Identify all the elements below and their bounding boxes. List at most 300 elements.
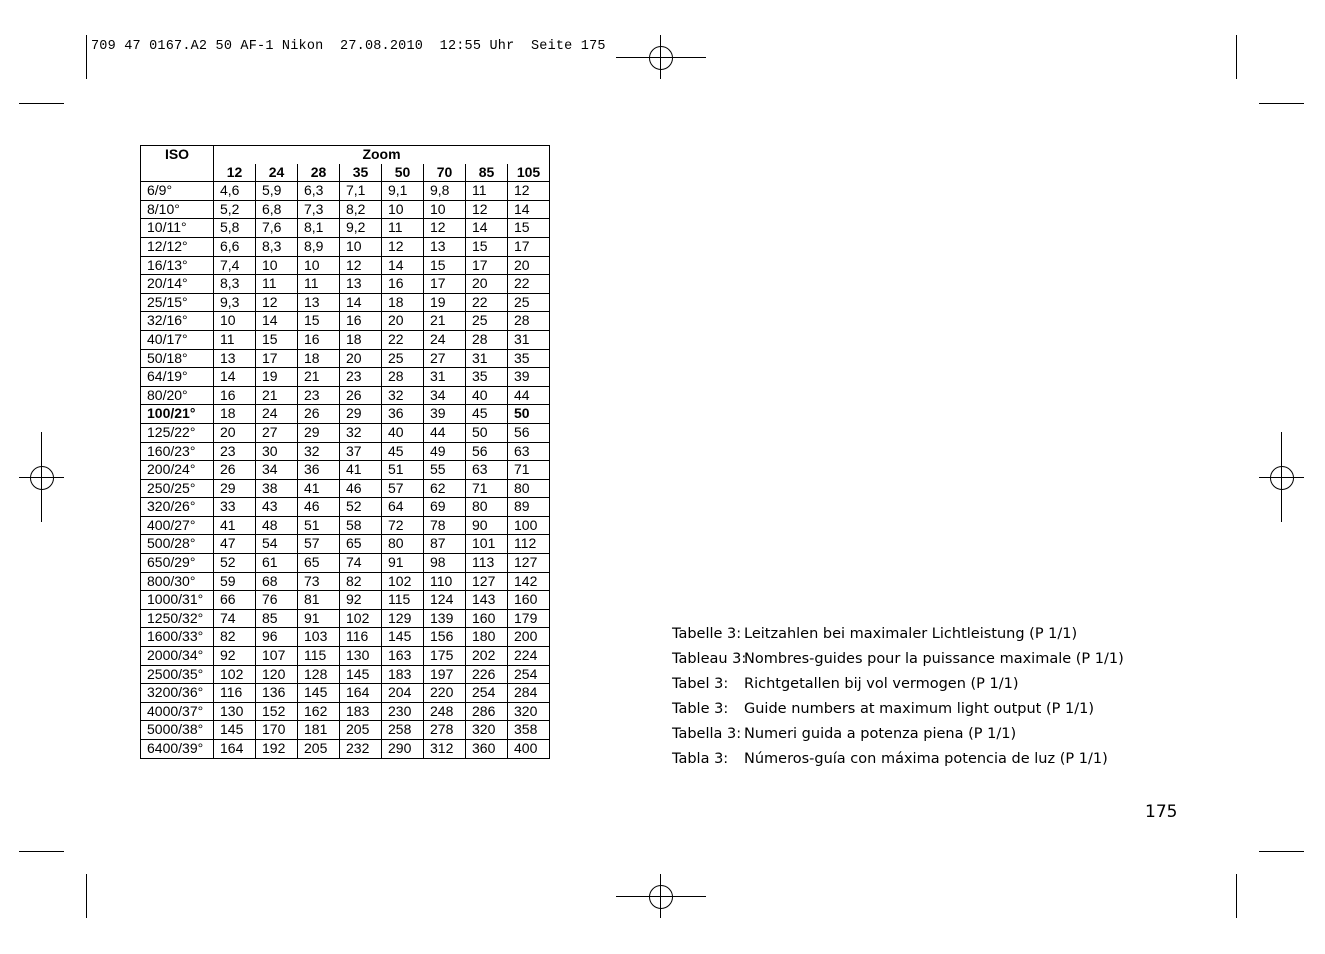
table-row <box>141 535 550 554</box>
table-row <box>141 721 550 740</box>
guide-number-cell: 230 <box>382 702 424 721</box>
guide-number-cell: 34 <box>256 461 298 480</box>
iso-cell: 2500/35° <box>141 665 214 684</box>
guide-number-cell: 26 <box>298 405 340 424</box>
guide-number-cell: 80 <box>382 535 424 554</box>
crop-mark <box>19 851 64 852</box>
guide-number-cell: 36 <box>382 405 424 424</box>
guide-number-cell: 29 <box>214 479 256 498</box>
guide-number-cell: 44 <box>424 423 466 442</box>
iso-cell: 125/22° <box>141 423 214 442</box>
guide-number-cell: 40 <box>382 423 424 442</box>
guide-number-cell: 13 <box>214 349 256 368</box>
guide-number-cell: 163 <box>382 647 424 666</box>
guide-number-cell: 360 <box>466 740 508 759</box>
guide-number-cell: 6,3 <box>298 182 340 201</box>
guide-number-cell: 162 <box>298 702 340 721</box>
table-row <box>141 516 550 535</box>
guide-number-cell: 102 <box>382 572 424 591</box>
guide-number-cell: 17 <box>466 256 508 275</box>
guide-number-cell: 31 <box>424 368 466 387</box>
guide-number-cell: 82 <box>340 572 382 591</box>
guide-number-cell: 52 <box>340 498 382 517</box>
zoom-value-header: 85 <box>466 164 508 182</box>
caption-label: Table 3: <box>672 701 729 717</box>
guide-number-cell: 136 <box>256 684 298 703</box>
guide-number-cell: 183 <box>382 665 424 684</box>
guide-number-cell: 14 <box>214 368 256 387</box>
guide-number-cell: 41 <box>340 461 382 480</box>
guide-number-cell: 31 <box>466 349 508 368</box>
guide-number-cell: 16 <box>382 275 424 294</box>
guide-number-cell: 71 <box>466 479 508 498</box>
guide-number-cell: 232 <box>340 740 382 759</box>
guide-number-cell: 78 <box>424 516 466 535</box>
guide-number-cell: 226 <box>466 665 508 684</box>
guide-number-cell: 11 <box>382 219 424 238</box>
guide-number-cell: 71 <box>508 461 550 480</box>
guide-number-cell: 35 <box>466 368 508 387</box>
guide-number-cell: 68 <box>256 572 298 591</box>
guide-number-cell: 50 <box>508 405 550 424</box>
guide-number-cell: 116 <box>340 628 382 647</box>
guide-number-cell: 224 <box>508 647 550 666</box>
guide-number-cell: 20 <box>382 312 424 331</box>
guide-number-cell: 56 <box>508 423 550 442</box>
guide-number-cell: 20 <box>508 256 550 275</box>
guide-number-cell: 50 <box>466 423 508 442</box>
guide-number-cell: 91 <box>298 609 340 628</box>
iso-cell: 3200/36° <box>141 684 214 703</box>
guide-number-cell: 15 <box>298 312 340 331</box>
guide-number-cell: 284 <box>508 684 550 703</box>
iso-cell: 32/16° <box>141 312 214 331</box>
guide-number-cell: 115 <box>382 591 424 610</box>
guide-number-cell: 204 <box>382 684 424 703</box>
guide-number-cell: 152 <box>256 702 298 721</box>
guide-number-cell: 12 <box>424 219 466 238</box>
guide-number-cell: 358 <box>508 721 550 740</box>
crop-mark <box>1259 851 1304 852</box>
guide-number-cell: 92 <box>214 647 256 666</box>
guide-number-cell: 124 <box>424 591 466 610</box>
guide-number-cell: 55 <box>424 461 466 480</box>
guide-number-cell: 17 <box>256 349 298 368</box>
table-row <box>141 182 550 201</box>
table-row <box>141 405 550 424</box>
guide-number-cell: 22 <box>466 293 508 312</box>
guide-number-cell: 400 <box>508 740 550 759</box>
guide-number-cell: 80 <box>466 498 508 517</box>
zoom-header: Zoom <box>362 146 401 162</box>
table-row <box>141 423 550 442</box>
guide-number-cell: 115 <box>298 647 340 666</box>
guide-number-cell: 107 <box>256 647 298 666</box>
guide-number-cell: 15 <box>508 219 550 238</box>
guide-number-cell: 65 <box>340 535 382 554</box>
guide-number-cell: 320 <box>466 721 508 740</box>
guide-number-cell: 22 <box>508 275 550 294</box>
guide-number-cell: 39 <box>424 405 466 424</box>
table-row <box>141 628 550 647</box>
print-slug: 709 47 0167.A2 50 AF-1 Nikon 27.08.2010 12:55 Uhr Seite 175 <box>91 39 606 54</box>
iso-cell: 5000/38° <box>141 721 214 740</box>
guide-number-cell: 21 <box>256 386 298 405</box>
guide-number-cell: 16 <box>214 386 256 405</box>
zoom-value-header: 105 <box>508 164 550 182</box>
crop-mark <box>86 35 87 79</box>
guide-number-cell: 116 <box>214 684 256 703</box>
guide-number-cell: 11 <box>298 275 340 294</box>
guide-number-cell: 7,6 <box>256 219 298 238</box>
guide-number-cell: 27 <box>424 349 466 368</box>
guide-number-cell: 202 <box>466 647 508 666</box>
guide-number-cell: 47 <box>214 535 256 554</box>
guide-number-cell: 40 <box>466 386 508 405</box>
guide-number-cell: 10 <box>256 256 298 275</box>
guide-number-cell: 66 <box>214 591 256 610</box>
caption-label: Tabelle 3: <box>672 626 742 642</box>
iso-cell: 4000/37° <box>141 702 214 721</box>
guide-number-cell: 192 <box>256 740 298 759</box>
guide-number-cell: 39 <box>508 368 550 387</box>
iso-cell: 20/14° <box>141 275 214 294</box>
guide-number-cell: 81 <box>298 591 340 610</box>
guide-number-cell: 5,9 <box>256 182 298 201</box>
iso-cell: 6400/39° <box>141 740 214 759</box>
zoom-value-header: 24 <box>256 164 298 182</box>
guide-number-cell: 17 <box>424 275 466 294</box>
guide-number-cell: 17 <box>508 237 550 256</box>
iso-cell: 8/10° <box>141 200 214 219</box>
iso-cell: 16/13° <box>141 256 214 275</box>
guide-number-cell: 28 <box>382 368 424 387</box>
table-row <box>141 684 550 703</box>
guide-number-cell: 26 <box>340 386 382 405</box>
guide-number-cell: 56 <box>466 442 508 461</box>
guide-number-cell: 24 <box>424 330 466 349</box>
guide-number-cell: 19 <box>256 368 298 387</box>
guide-number-cell: 25 <box>508 293 550 312</box>
table-captions <box>672 622 1124 772</box>
crop-mark <box>19 103 64 104</box>
page-number: 175 <box>1145 802 1178 822</box>
guide-number-cell: 37 <box>340 442 382 461</box>
table-body <box>141 182 550 758</box>
guide-number-cell: 63 <box>508 442 550 461</box>
guide-number-cell: 15 <box>424 256 466 275</box>
guide-number-cell: 59 <box>214 572 256 591</box>
guide-number-cell: 15 <box>256 330 298 349</box>
table-row <box>141 256 550 275</box>
iso-cell: 250/25° <box>141 479 214 498</box>
guide-number-cell: 64 <box>382 498 424 517</box>
guide-number-table <box>140 145 550 759</box>
guide-number-cell: 19 <box>424 293 466 312</box>
guide-number-cell: 12 <box>382 237 424 256</box>
guide-number-cell: 205 <box>340 721 382 740</box>
zoom-value-header: 12 <box>214 164 256 182</box>
table-row <box>141 442 550 461</box>
guide-number-cell: 65 <box>298 554 340 573</box>
iso-cell: 64/19° <box>141 368 214 387</box>
table-row <box>141 554 550 573</box>
crop-mark <box>1259 103 1304 104</box>
guide-number-cell: 286 <box>466 702 508 721</box>
guide-number-cell: 101 <box>466 535 508 554</box>
guide-number-cell: 14 <box>382 256 424 275</box>
guide-number-cell: 52 <box>214 554 256 573</box>
iso-cell: 80/20° <box>141 386 214 405</box>
guide-number-cell: 278 <box>424 721 466 740</box>
guide-number-cell: 61 <box>256 554 298 573</box>
table-row <box>141 312 550 331</box>
guide-number-cell: 41 <box>214 516 256 535</box>
caption-line <box>672 647 1124 672</box>
guide-number-cell: 23 <box>340 368 382 387</box>
guide-number-cell: 44 <box>508 386 550 405</box>
guide-number-cell: 76 <box>256 591 298 610</box>
zoom-value-header: 28 <box>298 164 340 182</box>
guide-number-cell: 20 <box>466 275 508 294</box>
crop-mark <box>1236 35 1237 79</box>
guide-number-cell: 145 <box>340 665 382 684</box>
iso-cell: 6/9° <box>141 182 214 201</box>
guide-number-cell: 51 <box>298 516 340 535</box>
guide-number-cell: 49 <box>424 442 466 461</box>
guide-number-cell: 80 <box>508 479 550 498</box>
caption-label: Tabella 3: <box>672 726 742 742</box>
guide-number-cell: 18 <box>298 349 340 368</box>
guide-number-cell: 129 <box>382 609 424 628</box>
guide-number-cell: 57 <box>382 479 424 498</box>
guide-number-cell: 63 <box>466 461 508 480</box>
guide-number-cell: 28 <box>466 330 508 349</box>
table-row <box>141 461 550 480</box>
guide-number-cell: 21 <box>298 368 340 387</box>
guide-number-cell: 57 <box>298 535 340 554</box>
table-row <box>141 702 550 721</box>
guide-number-cell: 12 <box>340 256 382 275</box>
guide-number-cell: 11 <box>214 330 256 349</box>
guide-number-cell: 18 <box>382 293 424 312</box>
iso-cell: 320/26° <box>141 498 214 517</box>
caption-line <box>672 697 1124 722</box>
table-row <box>141 349 550 368</box>
guide-number-cell: 290 <box>382 740 424 759</box>
guide-number-cell: 312 <box>424 740 466 759</box>
iso-cell: 400/27° <box>141 516 214 535</box>
table-row <box>141 386 550 405</box>
guide-number-cell: 200 <box>508 628 550 647</box>
caption-line <box>672 722 1124 747</box>
guide-number-cell: 8,3 <box>214 275 256 294</box>
guide-number-cell: 23 <box>298 386 340 405</box>
table-row <box>141 275 550 294</box>
guide-number-cell: 5,2 <box>214 200 256 219</box>
iso-header: ISO <box>141 146 214 182</box>
guide-number-cell: 7,1 <box>340 182 382 201</box>
guide-number-cell: 87 <box>424 535 466 554</box>
guide-number-cell: 164 <box>214 740 256 759</box>
guide-number-cell: 32 <box>298 442 340 461</box>
caption-text: Números-guía con máxima potencia de luz (P 1/1) <box>744 751 1108 767</box>
guide-number-cell: 22 <box>382 330 424 349</box>
guide-number-cell: 120 <box>256 665 298 684</box>
guide-number-cell: 32 <box>382 386 424 405</box>
guide-number-cell: 143 <box>466 591 508 610</box>
guide-number-cell: 6,6 <box>214 237 256 256</box>
iso-cell: 40/17° <box>141 330 214 349</box>
guide-number-cell: 6,8 <box>256 200 298 219</box>
guide-number-cell: 38 <box>256 479 298 498</box>
caption-line <box>672 747 1124 772</box>
guide-number-cell: 4,6 <box>214 182 256 201</box>
guide-number-cell: 5,8 <box>214 219 256 238</box>
guide-number-cell: 180 <box>466 628 508 647</box>
guide-number-cell: 110 <box>424 572 466 591</box>
guide-number-cell: 102 <box>214 665 256 684</box>
table-row <box>141 665 550 684</box>
guide-number-cell: 8,2 <box>340 200 382 219</box>
caption-label: Tableau 3: <box>672 651 747 667</box>
guide-number-cell: 30 <box>256 442 298 461</box>
guide-number-cell: 69 <box>424 498 466 517</box>
guide-number-cell: 51 <box>382 461 424 480</box>
guide-number-cell: 170 <box>256 721 298 740</box>
guide-number-cell: 33 <box>214 498 256 517</box>
guide-number-cell: 127 <box>508 554 550 573</box>
guide-number-cell: 20 <box>214 423 256 442</box>
table-row <box>141 572 550 591</box>
guide-number-cell: 41 <box>298 479 340 498</box>
table-row <box>141 330 550 349</box>
guide-number-cell: 145 <box>214 721 256 740</box>
guide-number-cell: 91 <box>382 554 424 573</box>
guide-number-cell: 14 <box>340 293 382 312</box>
guide-number-cell: 10 <box>382 200 424 219</box>
guide-number-cell: 320 <box>508 702 550 721</box>
iso-cell: 1000/31° <box>141 591 214 610</box>
guide-number-cell: 164 <box>340 684 382 703</box>
guide-number-cell: 25 <box>466 312 508 331</box>
guide-number-cell: 179 <box>508 609 550 628</box>
guide-number-cell: 12 <box>466 200 508 219</box>
table-row <box>141 219 550 238</box>
zoom-value-header: 35 <box>340 164 382 182</box>
guide-number-cell: 197 <box>424 665 466 684</box>
guide-number-cell: 10 <box>424 200 466 219</box>
guide-number-cell: 14 <box>256 312 298 331</box>
iso-cell: 100/21° <box>141 405 214 424</box>
table-row <box>141 498 550 517</box>
guide-number-cell: 74 <box>214 609 256 628</box>
guide-number-cell: 11 <box>466 182 508 201</box>
iso-cell: 1250/32° <box>141 609 214 628</box>
guide-number-cell: 181 <box>298 721 340 740</box>
guide-number-cell: 46 <box>340 479 382 498</box>
iso-cell: 50/18° <box>141 349 214 368</box>
guide-number-cell: 113 <box>466 554 508 573</box>
iso-cell: 500/28° <box>141 535 214 554</box>
guide-number-cell: 160 <box>466 609 508 628</box>
guide-number-cell: 13 <box>424 237 466 256</box>
guide-number-cell: 145 <box>298 684 340 703</box>
guide-number-cell: 14 <box>466 219 508 238</box>
guide-number-cell: 254 <box>508 665 550 684</box>
guide-number-cell: 72 <box>382 516 424 535</box>
zoom-value-header: 70 <box>424 164 466 182</box>
iso-cell: 12/12° <box>141 237 214 256</box>
guide-number-cell: 35 <box>508 349 550 368</box>
guide-number-cell: 43 <box>256 498 298 517</box>
guide-number-cell: 96 <box>256 628 298 647</box>
guide-number-cell: 16 <box>298 330 340 349</box>
table-row <box>141 293 550 312</box>
guide-number-cell: 16 <box>340 312 382 331</box>
guide-number-cell: 32 <box>340 423 382 442</box>
guide-number-cell: 258 <box>382 721 424 740</box>
guide-number-cell: 7,4 <box>214 256 256 275</box>
iso-cell: 160/23° <box>141 442 214 461</box>
table-row <box>141 479 550 498</box>
table-row <box>141 609 550 628</box>
guide-number-cell: 9,3 <box>214 293 256 312</box>
caption-line <box>672 672 1124 697</box>
guide-number-cell: 12 <box>256 293 298 312</box>
guide-number-cell: 11 <box>256 275 298 294</box>
guide-number-cell: 10 <box>298 256 340 275</box>
table-row <box>141 647 550 666</box>
guide-number-cell: 74 <box>340 554 382 573</box>
guide-number-cell: 13 <box>340 275 382 294</box>
iso-cell: 2000/34° <box>141 647 214 666</box>
guide-number-cell: 9,8 <box>424 182 466 201</box>
guide-number-cell: 90 <box>466 516 508 535</box>
guide-number-cell: 24 <box>256 405 298 424</box>
guide-number-cell: 27 <box>256 423 298 442</box>
guide-number-cell: 28 <box>508 312 550 331</box>
guide-number-cell: 102 <box>340 609 382 628</box>
guide-number-cell: 183 <box>340 702 382 721</box>
guide-number-cell: 20 <box>340 349 382 368</box>
guide-number-cell: 82 <box>214 628 256 647</box>
guide-number-cell: 15 <box>466 237 508 256</box>
guide-number-cell: 220 <box>424 684 466 703</box>
guide-number-cell: 92 <box>340 591 382 610</box>
iso-cell: 800/30° <box>141 572 214 591</box>
caption-label: Tabel 3: <box>672 676 729 692</box>
guide-number-cell: 85 <box>256 609 298 628</box>
table-row <box>141 591 550 610</box>
guide-number-cell: 160 <box>508 591 550 610</box>
iso-cell: 650/29° <box>141 554 214 573</box>
guide-number-cell: 130 <box>340 647 382 666</box>
guide-number-cell: 31 <box>508 330 550 349</box>
zoom-value-header: 50 <box>382 164 424 182</box>
table-row <box>141 200 550 219</box>
caption-text: Richtgetallen bij vol vermogen (P 1/1) <box>744 676 1019 692</box>
guide-number-cell: 145 <box>382 628 424 647</box>
iso-cell: 200/24° <box>141 461 214 480</box>
guide-number-cell: 98 <box>424 554 466 573</box>
iso-cell: 10/11° <box>141 219 214 238</box>
guide-number-cell: 46 <box>298 498 340 517</box>
guide-number-cell: 142 <box>508 572 550 591</box>
guide-number-cell: 112 <box>508 535 550 554</box>
guide-number-cell: 254 <box>466 684 508 703</box>
guide-number-cell: 29 <box>298 423 340 442</box>
